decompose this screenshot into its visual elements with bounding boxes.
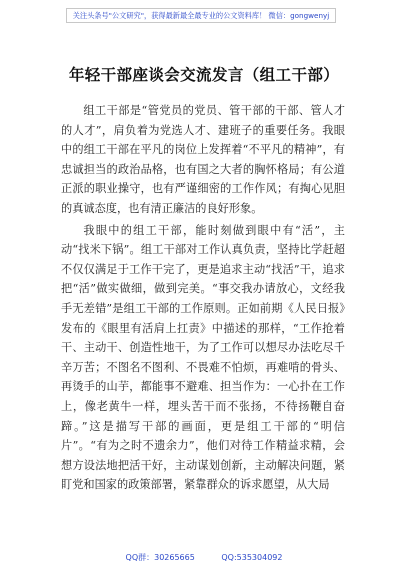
top-banner: 关注头条号"公文研究"，获得最新最全最专业的公文资料库！ 微信：gongwenyj: [66, 8, 336, 23]
paragraph: 我眼中的组工干部，能时刻做到眼中有“活”，主动“找米下锅”。组工干部对工作认真负责，坚持比学赶超不仅仅满足于工作干完了，更是追求主动“找活”干，追求把“活”做实做细，做到完美。“事交我办请放心，文经我手无差错”是组工干部的工作原则。正如前期《人民日报》发布的《眼里有活肩上扛责》中描述的那样，“工作抢着干、主动干、创造性地干，为了工作可以想尽办法吃尽千辛万苦；不图名不图利、不畏难不怕烦，再难啃的骨头、再烫手的山芋，都能事不避难、担当作为：一心扑在工作上，像老黄牛一样，埋头苦干而不张扬，不待扬鞭自奋蹄。”这是描写干部的画面，更是组工干部的“明信片”。“有为之时不遗余力”，他们对待工作精益求精，会想方设法地把活干好，主动谋划创新，主动解决问题，紧盯党和国家的政策部署，紧靠群众的诉求愿望，从大局: [61, 223, 345, 492]
footer-qq-group: QQ群：30265665: [125, 553, 195, 562]
document-title: 年轻干部座谈会交流发言（组工干部）: [68, 66, 340, 84]
footer: [0, 552, 408, 563]
document-body: [61, 101, 345, 497]
paragraph: 组工干部是“管党员的党员、管干部的干部、管人才的人才”，肩负着为党选人才、建班子的重要任务。我眼中的组工干部在平凡的岗位上发挥着“不平凡的精神”，有忠诚担当的政治品格，也有国之大者的胸怀格局；有公道正派的职业操守，也有严谨细密的工作作风；有掏心见胆的真诚态度，也有清正廉洁的良好形象。: [61, 104, 345, 215]
footer-qq: QQ:535304092: [221, 553, 283, 562]
